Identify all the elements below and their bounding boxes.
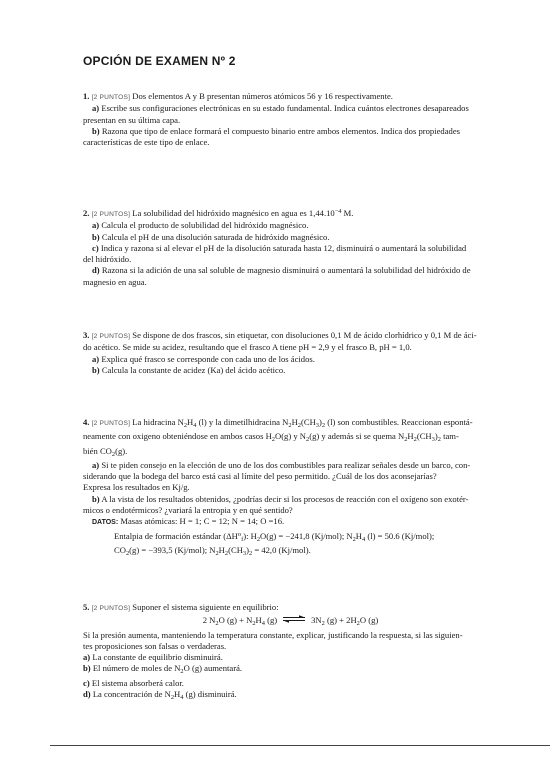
- part-label: a): [92, 459, 100, 470]
- part-label: d): [83, 689, 91, 700]
- text: (g) disminuirá.: [183, 689, 237, 700]
- question-1-part-a-cont: presentan en su última capa.: [83, 114, 181, 125]
- text: ): H: [243, 530, 257, 541]
- part-text: Calcula el producto de solubilidad del hidróxido magnésico.: [101, 220, 309, 231]
- equilibrium-arrow-icon: [281, 614, 307, 624]
- text: 3N: [311, 615, 322, 626]
- question-number: 4.: [83, 417, 90, 427]
- subscript: 2: [256, 535, 261, 543]
- question-5-stem: [83, 602, 498, 614]
- question-4-part-a-cont-1: siderando que la bodega del barco está casi al límite del peso permitido. ¿Cuál de los dos aconsejarías?: [83, 471, 437, 482]
- question-2-part-d-cont: magnesio en agua.: [83, 276, 147, 287]
- subscript: 2: [288, 422, 292, 429]
- text: (g) = −393,5 (Kj/mol); N: [129, 544, 216, 555]
- part-text: El sistema absorberá calor.: [91, 677, 184, 688]
- subscript: 4: [362, 535, 366, 543]
- part-label: a): [92, 103, 100, 114]
- subscript: 2: [437, 436, 441, 444]
- part-label: a): [92, 353, 100, 364]
- question-1-part-a: [83, 103, 498, 114]
- text: O (g) + N: [218, 615, 253, 626]
- question-5-part-a: [83, 652, 498, 663]
- text: ): [246, 544, 249, 555]
- question-3-stem-cont: do acético. Se mide su acidez, resultando que el frasco A tiene pH = 2,9 y el frasco B, pH = 1,0.: [83, 342, 412, 353]
- text: (CH: [228, 544, 243, 555]
- subscript: 2: [356, 620, 360, 628]
- question-1-part-b-cont: características de este tipo de enlace.: [83, 137, 210, 148]
- text: O (g): [359, 615, 379, 626]
- question-3-part-b: [83, 365, 498, 376]
- text: La hidracina N: [132, 417, 184, 427]
- subscript: f: [241, 535, 244, 543]
- part-label: a): [92, 220, 100, 231]
- part-text: Razona que tipo de enlace formará el compuesto binario entre ambos elementos. Indica dos propiedades: [101, 125, 460, 136]
- exponent: −4: [334, 208, 342, 215]
- stem-text: Dos elementos A y B presentan números atómicos 56 y 16 respectivamente.: [132, 91, 393, 101]
- question-4-enthalpy: [83, 529, 498, 545]
- text: H: [218, 544, 225, 555]
- part-label: c): [92, 242, 99, 253]
- question-2-part-a: [83, 220, 498, 231]
- text: ): [319, 417, 322, 427]
- text: (g) + 2H: [324, 615, 357, 626]
- text: H: [407, 431, 414, 442]
- text: El número de moles de N: [92, 663, 181, 674]
- question-2-stem: [83, 206, 498, 220]
- question-4-part-a-cont-2: Expresa los resultados en Kj/g.: [83, 482, 190, 493]
- question-1-stem: [83, 91, 498, 103]
- datos-text: Masas atómicas: H = 1; C = 12; N = 14; O =16.: [120, 516, 285, 527]
- question-2-part-c: [83, 243, 498, 254]
- question-1: [83, 91, 498, 148]
- question-5-part-d: [83, 689, 498, 703]
- part-text: La constante de equilibrio disminuirá.: [92, 652, 223, 663]
- points-badge: [2 PUNTOS]: [91, 211, 131, 218]
- text: (l) = 50.6 (Kj/mol);: [365, 530, 435, 541]
- text: La concentración de N: [92, 689, 171, 700]
- text: ): [434, 431, 438, 442]
- question-4-stem: [83, 417, 498, 431]
- text: neamente con oxigeno obteniéndose en ambos casos H: [83, 431, 272, 442]
- part-text: Calcula la constante de acidez (Ka) del ácido acético.: [101, 364, 286, 375]
- subscript: 2: [125, 549, 130, 557]
- text: O(g) = −241,8 (Kj/mol); N: [260, 530, 353, 541]
- question-2-part-d: [83, 265, 498, 276]
- part-label: b): [83, 663, 91, 674]
- part-text: Indica y razona si al elevar el pH de la disolución saturada hasta 12, disminuirá o aumentará la solubilidad: [100, 242, 467, 253]
- subscript: 2: [306, 436, 310, 444]
- question-3: [83, 330, 498, 376]
- subscript: 3: [242, 549, 247, 557]
- stem-text: La solubilidad del hidróxido magnésico en agua es 1,44.10: [132, 208, 335, 218]
- footer-divider: [50, 745, 550, 746]
- question-5: [83, 602, 498, 703]
- question-4-datos: [83, 516, 498, 528]
- text: 2 N: [202, 615, 216, 626]
- subscript: 2: [215, 620, 219, 628]
- subscript: 2: [170, 694, 175, 702]
- text: O(g) y N: [274, 431, 307, 442]
- part-text: Razona si la adición de una sal soluble de magnesio disminuirá o aumentará la solubilidad del hidróxido de: [101, 265, 471, 276]
- question-4-part-a: [83, 460, 498, 471]
- question-4-stem-line-3: [83, 446, 498, 460]
- stem-text: Suponer el sistema siguiente en equilibrio:: [132, 602, 279, 612]
- text: (l) son combustibles. Reaccionan espontá-: [325, 417, 473, 427]
- part-label: a): [83, 652, 91, 663]
- superscript: o: [237, 530, 242, 538]
- text: O (g) aumentará.: [183, 663, 243, 674]
- part-text: Explica qué frasco se corresponde con cada uno de los ácidos.: [101, 353, 315, 364]
- subscript: 2: [183, 422, 188, 429]
- subscript: 4: [193, 422, 197, 429]
- subscript: 2: [297, 422, 301, 429]
- subscript: 2: [248, 549, 253, 557]
- subscript: 2: [252, 620, 256, 628]
- text: (CH: [300, 417, 316, 427]
- text: bién CO: [83, 445, 112, 456]
- question-4-enthalpy-cont: [83, 545, 498, 559]
- subscript: 2: [321, 422, 326, 429]
- subscript: 2: [224, 549, 229, 557]
- subscript: 3: [431, 436, 435, 444]
- question-4-stem-line-2: [83, 431, 498, 445]
- question-4-part-b: [83, 494, 498, 505]
- stem-text-end: M.: [341, 208, 354, 218]
- subscript: 2: [404, 436, 408, 444]
- subscript: 4: [180, 694, 184, 702]
- question-number: 2.: [83, 208, 90, 218]
- text: Entalpia de formación estándar (ΔH: [114, 530, 238, 541]
- question-1-part-b: [83, 126, 498, 137]
- text: H: [255, 615, 262, 626]
- part-label: b): [92, 493, 100, 504]
- subscript: 2: [413, 436, 417, 444]
- text: = 42,0 (Kj/mol).: [252, 544, 311, 555]
- part-label: b): [92, 231, 100, 242]
- question-5-part-c: [83, 678, 498, 689]
- text: H: [291, 417, 298, 427]
- subscript: 2: [271, 436, 275, 444]
- question-number: 1.: [83, 91, 90, 101]
- text: (g): [264, 615, 278, 626]
- text: H: [187, 417, 194, 427]
- text: CO: [114, 544, 126, 555]
- part-label: c): [83, 677, 90, 688]
- question-number: 3.: [83, 330, 90, 340]
- question-4-part-b-cont: micos o endotérmicos? ¿variará la entropia y en qué sentido?: [83, 505, 293, 516]
- part-label: b): [92, 364, 100, 375]
- question-5-part-b: [83, 663, 498, 677]
- subscript: 4: [261, 620, 265, 628]
- points-badge: [2 PUNTOS]: [91, 94, 131, 101]
- page-title: OPCIÓN DE EXAMEN Nº 2: [83, 54, 236, 68]
- subscript: 3: [315, 422, 319, 429]
- text: (g) y además si se quema N: [309, 431, 405, 442]
- datos-label: DATOS:: [92, 519, 119, 527]
- subscript: 2: [321, 620, 325, 628]
- question-5-paragraph: Si la presión aumenta, manteniendo la temperatura constante, explicar, justificando la respuesta, si las siguien-: [83, 629, 463, 640]
- part-text: Calcula el pH de una disolución saturada de hidróxido magnésico.: [101, 231, 330, 242]
- stem-text: Se dispone de dos frascos, sin etiquetar, con disoluciones 0,1 M de ácido clorhídrico y 0,1 M de áci-: [132, 330, 477, 340]
- text: H: [174, 689, 181, 700]
- equilibrium-equation: [83, 614, 498, 629]
- question-3-stem: [83, 330, 498, 342]
- question-5-paragraph-cont: tes proposiciones son falsas o verdaderas.: [83, 640, 227, 651]
- text: H: [355, 530, 362, 541]
- question-number: 5.: [83, 602, 90, 612]
- subscript: 2: [352, 535, 356, 543]
- points-badge: [2 PUNTOS]: [91, 605, 131, 612]
- part-text: Si te piden consejo en la elección de uno de los dos combustibles para realizar señales desde un barco, con-: [101, 459, 471, 470]
- text: (g).: [115, 445, 128, 456]
- subscript: 2: [180, 668, 184, 676]
- part-text: Escribe sus configuraciones electrónicas en su estado fundamental. Indica cuántos electrones desapareados: [101, 103, 469, 114]
- points-badge: [2 PUNTOS]: [91, 420, 131, 427]
- part-label: b): [92, 125, 100, 136]
- points-badge: [2 PUNTOS]: [91, 333, 131, 340]
- question-2-part-b: [83, 232, 498, 243]
- question-2-part-c-cont: del hidróxido.: [83, 254, 132, 265]
- part-text: A la vista de los resultados obtenidos, ¿podrías decir si los procesos de reacción con el oxígeno son exotér-: [101, 493, 469, 504]
- question-2: [83, 206, 498, 288]
- subscript: 2: [215, 549, 219, 557]
- subscript: 2: [111, 450, 116, 458]
- text: (CH: [416, 431, 432, 442]
- text: tam-: [440, 431, 459, 442]
- part-label: d): [92, 265, 100, 276]
- question-4: [83, 417, 498, 559]
- question-3-part-a: [83, 354, 498, 365]
- text: (l) y la dimetilhidracina N: [196, 417, 289, 427]
